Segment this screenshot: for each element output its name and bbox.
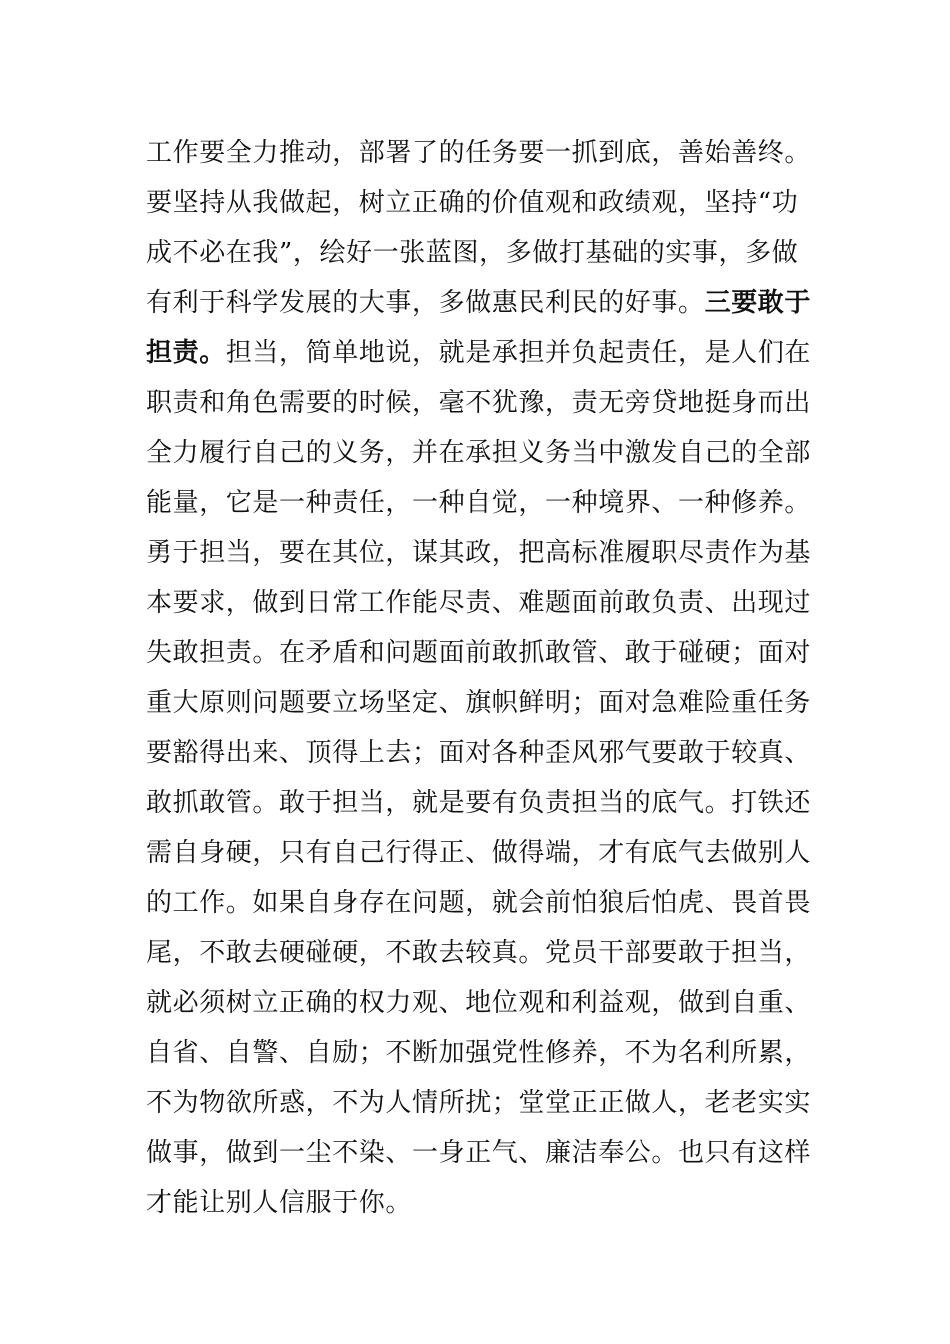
- text-line-22: 才能让别人信服于你。: [146, 1188, 413, 1218]
- text-line-19: 自省、自警、自励；不断加强党性修养，不为名利所累，: [146, 1038, 812, 1068]
- text-line-18: 就必须树立正确的权力观、地位观和利益观，做到自重、: [146, 988, 812, 1018]
- section-heading-part-1: 三要敢于: [704, 288, 812, 318]
- text-line-21: 做事，做到一尘不染、一身正气、廉洁奉公。也只有这样: [146, 1138, 812, 1168]
- text-line-15: 需自身硬，只有自己行得正、做得端，才有底气去做别人: [146, 838, 812, 868]
- text-line-1: 工作要全力推动，部署了的任务要一抓到底，善始善终。: [146, 138, 812, 168]
- text-line-17: 尾，不敢去硬碰硬，不敢去较真。党员干部要敢于担当，: [146, 938, 812, 968]
- text-line-4: 有利于科学发展的大事，多做惠民利民的好事。三要敢于: [146, 288, 812, 318]
- text-line-3: 成不必在我”，绘好一张蓝图，多做打基础的实事，多做: [146, 238, 799, 268]
- text-line-10: 本要求，做到日常工作能尽责、难题面前敢负责、出现过: [146, 588, 812, 618]
- text-line-14: 敢抓敢管。敢于担当，就是要有负责担当的底气。打铁还: [146, 788, 812, 818]
- text-line-9: 勇于担当，要在其位，谋其政，把高标准履职尽责作为基: [146, 538, 812, 568]
- text-line-6: 职责和角色需要的时候，毫不犹豫，责无旁贷地挺身而出: [146, 388, 812, 418]
- text-line-5: 担责。担当，简单地说，就是承担并负起责任，是人们在: [146, 338, 812, 368]
- text-line-7: 全力履行自己的义务，并在承担义务当中激发自己的全部: [146, 438, 812, 468]
- text-line-13: 要豁得出来、顶得上去；面对各种歪风邪气要敢于较真、: [146, 738, 812, 768]
- section-heading-part-2: 担责。: [146, 338, 226, 368]
- text-line-8: 能量，它是一种责任，一种自觉，一种境界、一种修养。: [146, 488, 812, 518]
- text-line-2: 要坚持从我做起，树立正确的价值观和政绩观，坚持“功: [146, 188, 799, 218]
- text-line-20: 不为物欲所惑，不为人情所扰；堂堂正正做人，老老实实: [146, 1088, 812, 1118]
- text-line-12: 重大原则问题要立场坚定、旗帜鲜明；面对急难险重任务: [146, 688, 812, 718]
- text-line-11: 失敢担责。在矛盾和问题面前敢抓敢管、敢于碰硬；面对: [146, 638, 812, 668]
- body-text: [146, 128, 810, 1228]
- text-line-16: 的工作。如果自身存在问题，就会前怕狼后怕虎、畏首畏: [146, 888, 812, 918]
